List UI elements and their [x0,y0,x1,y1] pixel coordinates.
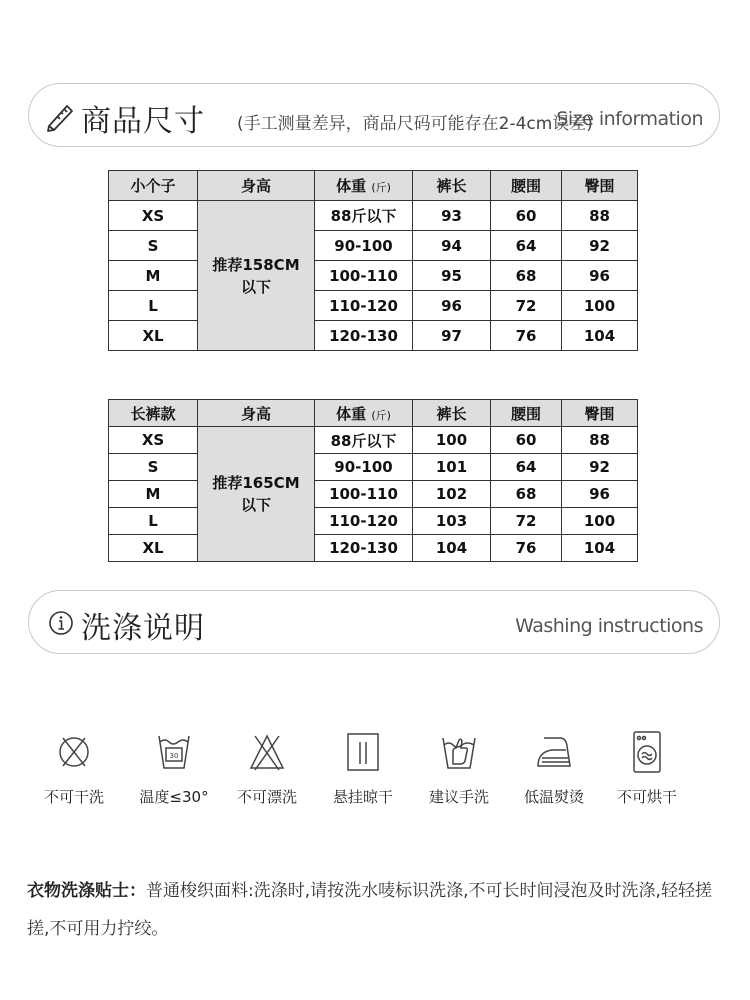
care-item-wash-30 [129,728,219,807]
washing-tips [27,872,727,948]
length-cell: 104 [413,535,491,562]
col-header-hip: 臀围 [562,400,638,427]
table-row [109,231,638,261]
weight-cell: 88斤以下 [315,427,413,454]
length-cell: 102 [413,481,491,508]
hip-cell: 104 [562,535,638,562]
table-row [109,201,638,231]
size-section-english: Size information [556,108,703,130]
weight-cell: 110-120 [315,291,413,321]
care-item-no-dry-clean [29,728,119,807]
size-table-long-pants [108,399,638,562]
weight-cell: 100-110 [315,481,413,508]
table-row [109,535,638,562]
tips-lead: 衣物洗涤贴士： [27,881,146,901]
washing-instructions-header [28,590,720,654]
size-cell: M [109,261,198,291]
length-cell: 93 [413,201,491,231]
table-row [109,481,638,508]
size-cell: M [109,481,198,508]
weight-cell: 90-100 [315,454,413,481]
hip-cell: 92 [562,231,638,261]
length-cell: 100 [413,427,491,454]
care-label: 悬挂晾干 [332,788,393,806]
table-row [109,427,638,454]
ruler-pencil-icon [45,100,77,132]
care-label: 不可漂洗 [236,788,297,806]
hip-cell: 100 [562,291,638,321]
size-cell: XL [109,321,198,351]
care-item-line-dry [318,728,408,807]
weight-cell: 120-130 [315,321,413,351]
height-cell: 推荐165CM 以下 [198,427,315,562]
hip-cell: 100 [562,508,638,535]
waist-cell: 68 [491,261,562,291]
size-cell: L [109,291,198,321]
low-iron-icon [534,728,574,776]
hip-cell: 96 [562,481,638,508]
line-dry-icon [343,728,383,776]
waist-cell: 68 [491,481,562,508]
hip-cell: 88 [562,201,638,231]
care-label: 不可烘干 [616,788,677,806]
hip-cell: 96 [562,261,638,291]
waist-cell: 60 [491,201,562,231]
col-header-weight: 体重 (斤) [315,171,413,201]
length-cell: 95 [413,261,491,291]
length-cell: 103 [413,508,491,535]
size-cell: XS [109,201,198,231]
size-cell: S [109,231,198,261]
col-header-style: 长裤款 [109,400,198,427]
no-bleach-icon [247,728,287,776]
size-cell: XS [109,427,198,454]
table-row [109,454,638,481]
waist-cell: 76 [491,535,562,562]
wash-30-icon [154,728,194,776]
weight-cell: 90-100 [315,231,413,261]
col-header-length: 裤长 [413,171,491,201]
hand-wash-icon [439,728,479,776]
care-item-hand-wash [414,728,504,807]
table-header-row [109,400,638,427]
hip-cell: 88 [562,427,638,454]
waist-cell: 60 [491,427,562,454]
hip-cell: 92 [562,454,638,481]
size-section-note: (手工测量差异，商品尺码可能存在2-4cm误差) [237,114,593,134]
weight-cell: 88斤以下 [315,201,413,231]
col-header-hip: 臀围 [562,171,638,201]
table-header-row [109,171,638,201]
waist-cell: 64 [491,231,562,261]
col-header-height: 身高 [198,400,315,427]
col-header-height: 身高 [198,171,315,201]
no-dry-clean-icon [54,728,94,776]
weight-cell: 120-130 [315,535,413,562]
size-info-header [28,83,720,147]
col-header-waist: 腰围 [491,171,562,201]
col-header-waist: 腰围 [491,400,562,427]
table-row [109,261,638,291]
hip-cell: 104 [562,321,638,351]
size-table-petite [108,170,638,351]
col-header-length: 裤长 [413,400,491,427]
length-cell: 97 [413,321,491,351]
size-section-title: 商品尺寸 [81,104,205,139]
weight-cell: 110-120 [315,508,413,535]
care-item-no-tumble-dry [602,728,692,807]
care-label: 温度≤30° [139,788,209,806]
waist-cell: 76 [491,321,562,351]
col-header-weight: 体重 (斤) [315,400,413,427]
table-row [109,291,638,321]
waist-cell: 64 [491,454,562,481]
wash-section-title: 洗涤说明 [81,611,205,646]
table-row [109,321,638,351]
length-cell: 96 [413,291,491,321]
table-row [109,508,638,535]
size-cell: L [109,508,198,535]
height-cell: 推荐158CM 以下 [198,201,315,351]
care-item-no-bleach [222,728,312,807]
col-header-style: 小个子 [109,171,198,201]
length-cell: 94 [413,231,491,261]
size-cell: S [109,454,198,481]
tips-body: 普通梭织面料:洗涤时,请按洗水唛标识洗涤,不可长时间浸泡及时洗涤,轻轻搓搓,不可用力拧绞。 [27,881,712,939]
care-item-low-iron [509,728,599,807]
svg-text:30: 30 [169,752,179,760]
waist-cell: 72 [491,508,562,535]
wash-section-english: Washing instructions [515,615,703,637]
length-cell: 101 [413,454,491,481]
waist-cell: 72 [491,291,562,321]
size-cell: XL [109,535,198,562]
info-icon [45,607,77,639]
no-tumble-dry-icon [627,728,667,776]
care-label: 低温熨烫 [523,788,584,806]
care-label: 建议手洗 [428,788,489,806]
care-label: 不可干洗 [43,788,104,806]
weight-cell: 100-110 [315,261,413,291]
